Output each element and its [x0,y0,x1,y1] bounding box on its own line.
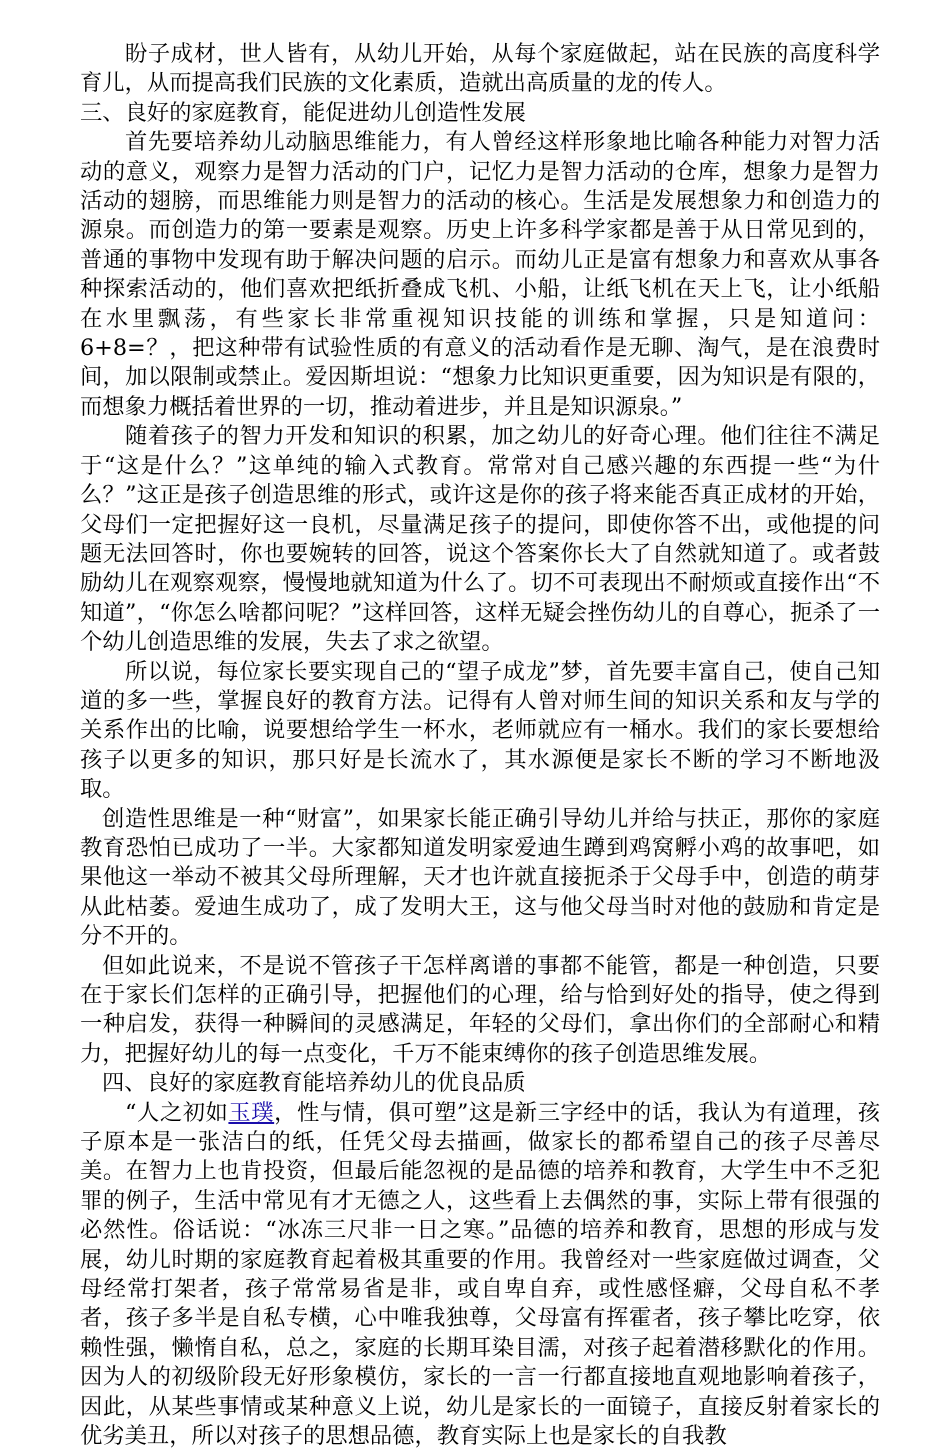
quote-start-text: “人之初如 [125,1099,229,1126]
paragraph-guidance: 但如此说来，不是说不管孩子干怎样离谱的事都不能管，都是一种创造，只要在于家长们怎样的正确引导，把握他们的心理，给与恰到好处的指导，使之得到一种启发，获得一种瞬间的灵感满足，年轻的父母们，拿出你们的全部耐心和精力，把握好幼儿的每一点变化，千万不能束缚你的孩子创造思维发展。 [80,952,880,1067]
paragraph-parents-learning: 所以说，每位家长要实现自己的“望子成龙”梦，首先要丰富自己，使自己知道的多一些，掌握良好的教育方法。记得有人曾对师生间的知识关系和友与学的关系作出的比喻，说要想给学生一杯水，老师就应有一桶水。我们的家长要想给孩子以更多的知识，那只好是长流水了，其水源便是家长不断的学习不断地汲取。 [80,658,880,803]
section-heading-4: 四、良好的家庭教育能培养幼儿的优良品质 [102,1070,526,1097]
paragraph-intro: 盼子成材，世人皆有，从幼儿开始，从每个家庭做起，站在民族的高度科学育儿，从而提高我们民族的文化素质，造就出高质量的龙的传人。 [80,41,880,97]
quote-rest-text: ，性与情，俱可塑”这是新三字经中的话，我认为有道理，孩子原本是一张洁白的纸，任凭父母去描画，做家长的都希望自己的孩子尽善尽美。在智力上也肯投资，但最后能忽视的是品德的培养和教育，大学生中不乏犯罪的例子，生活中常见有才无德之人，这些看上去偶然的事，实际上带有很强的必然性。俗话说：“冰冻三尺非一日之寒。”品德的培养和教育，思想的形成与发展，幼儿时期的家庭教育起着极其重要的作用。我曾经对一些家庭做过调查，父母经常打架者，孩子常常易省是非，或自卑自弃，或性感怪癖，父母自私不孝者，孩子多半是自私专横，心中唯我独尊，父母富有挥霍者，孩子攀比吃穿，依赖性强，懒惰自私，总之，家庭的长期耳染目濡，对孩子起着潜移默化的作用。因为人的初级阶段无好形象模仿，家长的一言一行都直接地直观地影响着孩子，因此，从某些事情或某种意义上说，幼儿是家长的一面镜子，直接反射着家长的优劣美丑，所以对孩子的思想品德，教育实际上也是家长的自我教 [80,1099,880,1450]
paragraph-curiosity: 随着孩子的智力开发和知识的积累，加之幼儿的好奇心理。他们往往不满足于“这是什么？”这单纯的输入式教育。常常对自己感兴趣的东西提一些“为什么？”这正是孩子创造思维的形式，或许这是你的孩子将来能否真正成材的开始，父母们一定把握好这一良机，尽量满足孩子的提问，即使你答不出，或他提的问题无法回答时，你也要婉转的回答，说这个答案你长大了自然就知道了。或者鼓励幼儿在观察观察，慢慢地就知道为什么了。切不可表现出不耐烦或直接作出“不知道”，“你怎么啥都问呢？”这样回答，这样无疑会挫伤幼儿的自尊心，扼杀了一个幼儿创造思维的发展，失去了求之欲望。 [80,423,880,656]
paragraph-creativity-thinking: 首先要培养幼儿动脑思维能力，有人曾经这样形象地比喻各种能力对智力活动的意义，观察力是智力活动的门户，记忆力是智力活动的仓库，想象力是智力活动的翅膀，而思维能力则是智力的活动的核心。生活是发展想象力和创造力的源泉。而创造力的第一要素是观察。历史上许多科学家都是善于从日常见到的，普通的事物中发现有助于解决问题的启示。而幼儿正是富有想象力和喜欢从事各种探索活动的，他们喜欢把纸折叠成飞机、小船，让纸飞机在天上飞，让小纸船在水里飘荡，有些家长非常重视知识技能的训练和掌握，只是知道问：6+8=？，把这种带有试验性质的有意义的活动看作是无聊、淘气，是在浪费时间，加以限制或禁止。爱因斯坦说：“想象力比知识更重要，因为知识是有限的，而想象力概括着世界的一切，推动着进步，并且是知识源泉。” [80,129,880,420]
paragraph-creative-wealth: 创造性思维是一种“财富”，如果家长能正确引导幼儿并给与扶正，那你的家庭教育恐怕已成功了一半。大家都知道发明家爱迪生蹲到鸡窝孵小鸡的故事吧，如果他这一举动不被其父母所理解，天才也许就直接扼杀于父母手中，创造的萌芽从此枯萎。爱迪生成功了，成了发明大王，这与他父母当时对他的鼓励和肯定是分不开的。 [80,805,880,950]
section-heading-3: 三、良好的家庭教育，能促进幼儿创造性发展 [80,99,526,126]
document-page [80,40,880,1452]
yupu-link[interactable]: 玉璞 [228,1099,275,1126]
paragraph-moral-quality [80,1099,880,1452]
